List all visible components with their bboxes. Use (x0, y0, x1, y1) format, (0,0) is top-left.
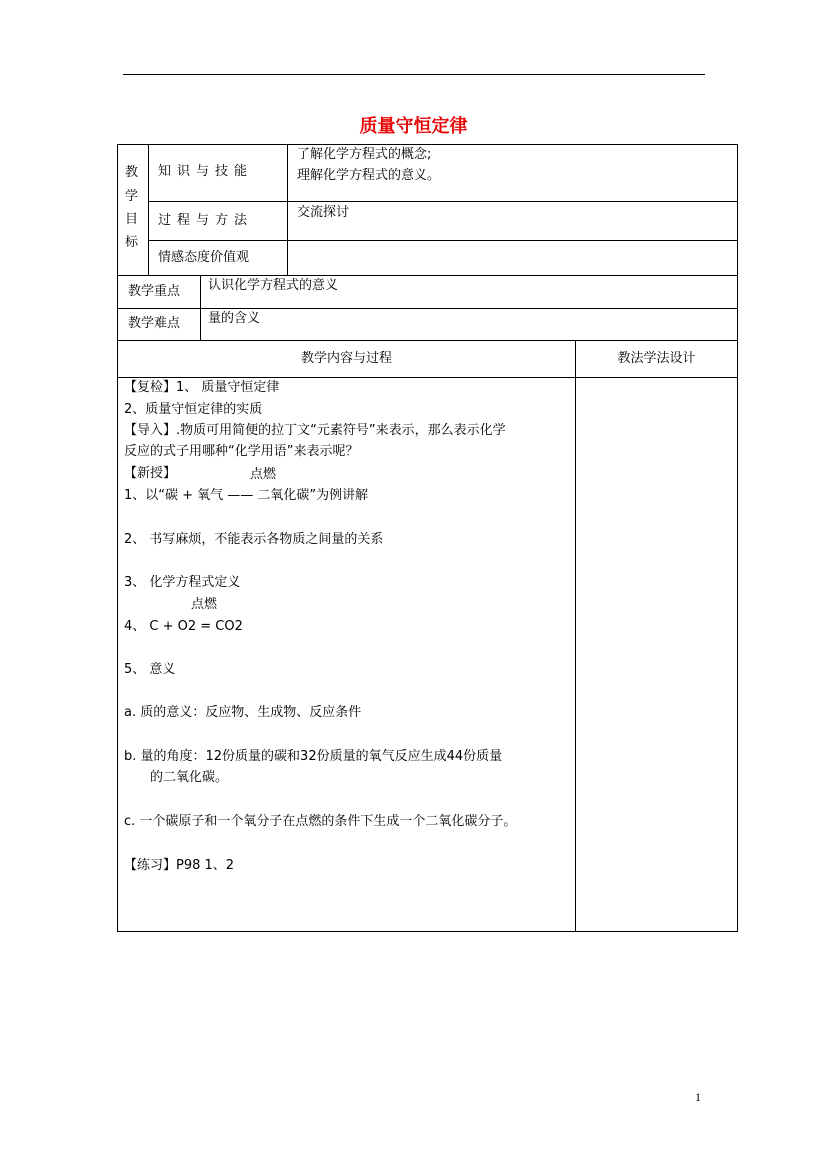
difficult-point-content: 量的含义 (208, 311, 261, 326)
objective-label-knowledge: 知识与技能 (158, 164, 254, 179)
difficult-point-label: 教学难点 (128, 316, 181, 331)
objective-label-process: 过程与方法 (158, 213, 254, 228)
process-line-exercise: 【练习】P98 1、2 (124, 858, 235, 873)
process-line-ignite-2: 点燃 (191, 597, 218, 612)
objectives-group-label-4: 标 (125, 235, 139, 250)
process-line-meaning-c: c. 一个碳原子和一个氧分子在点燃的条件下生成一个二氧化碳分子。 (124, 814, 517, 829)
objective-content-knowledge-1: 了解化学方程式的概念; (297, 147, 432, 162)
header-rule (123, 74, 705, 75)
objective-content-knowledge-2: 理解化学方程式的意义。 (297, 168, 441, 183)
process-line-item-3: 3、 化学方程式定义 (124, 575, 241, 590)
objective-content-cell-3 (287, 240, 738, 276)
process-line-new: 【新授】 (124, 466, 177, 481)
page-number: 1 (695, 1090, 701, 1104)
process-body-right-cell (575, 377, 738, 932)
key-point-content: 认识化学方程式的意义 (208, 278, 339, 293)
objectives-group-label-3: 目 (125, 212, 139, 227)
process-line-review-2: 2、质量守恒定律的实质 (124, 402, 263, 417)
process-line-item-2: 2、 书写麻烦，不能表示各物质之间量的关系 (124, 532, 384, 547)
process-line-ignite-1: 点燃 (250, 467, 277, 482)
objective-content-process: 交流探讨 (297, 205, 350, 220)
objective-content-cell-2 (287, 201, 738, 241)
objectives-group-label-1: 教 (125, 165, 139, 180)
objective-label-attitude: 情感态度价值观 (158, 250, 250, 265)
key-point-label: 教学重点 (128, 284, 181, 299)
process-line-intro: 【导入】.物质可用简便的拉丁文“元素符号”来表示，那么表示化学 (124, 423, 506, 438)
process-line-meaning-b: b. 量的角度：12份质量的碳和32份质量的氧气反应生成44份质量 (124, 749, 503, 764)
process-header-right: 教法学法设计 (617, 351, 696, 366)
process-header-left: 教学内容与过程 (300, 351, 392, 366)
process-line-meaning-a: a. 质的意义：反应物、生成物、反应条件 (124, 705, 362, 720)
process-line-meaning-b-2: 的二氧化碳。 (150, 770, 229, 785)
process-line-item-5: 5、 意义 (124, 662, 176, 677)
difficult-point-content-cell (200, 308, 738, 341)
process-line-item-1: 1、以“碳 + 氧气 —— 二氧化碳”为例讲解 (124, 488, 369, 503)
process-line-equation: 4、 C + O2 = CO2 (124, 619, 243, 634)
objectives-group-label-2: 学 (125, 189, 139, 204)
document-title: 质量守恒定律 (359, 116, 468, 137)
process-line-intro-2: 反应的式子用哪种“化学用语”来表示呢？ (124, 444, 359, 459)
process-line-review: 【复检】1、 质量守恒定律 (124, 380, 280, 395)
